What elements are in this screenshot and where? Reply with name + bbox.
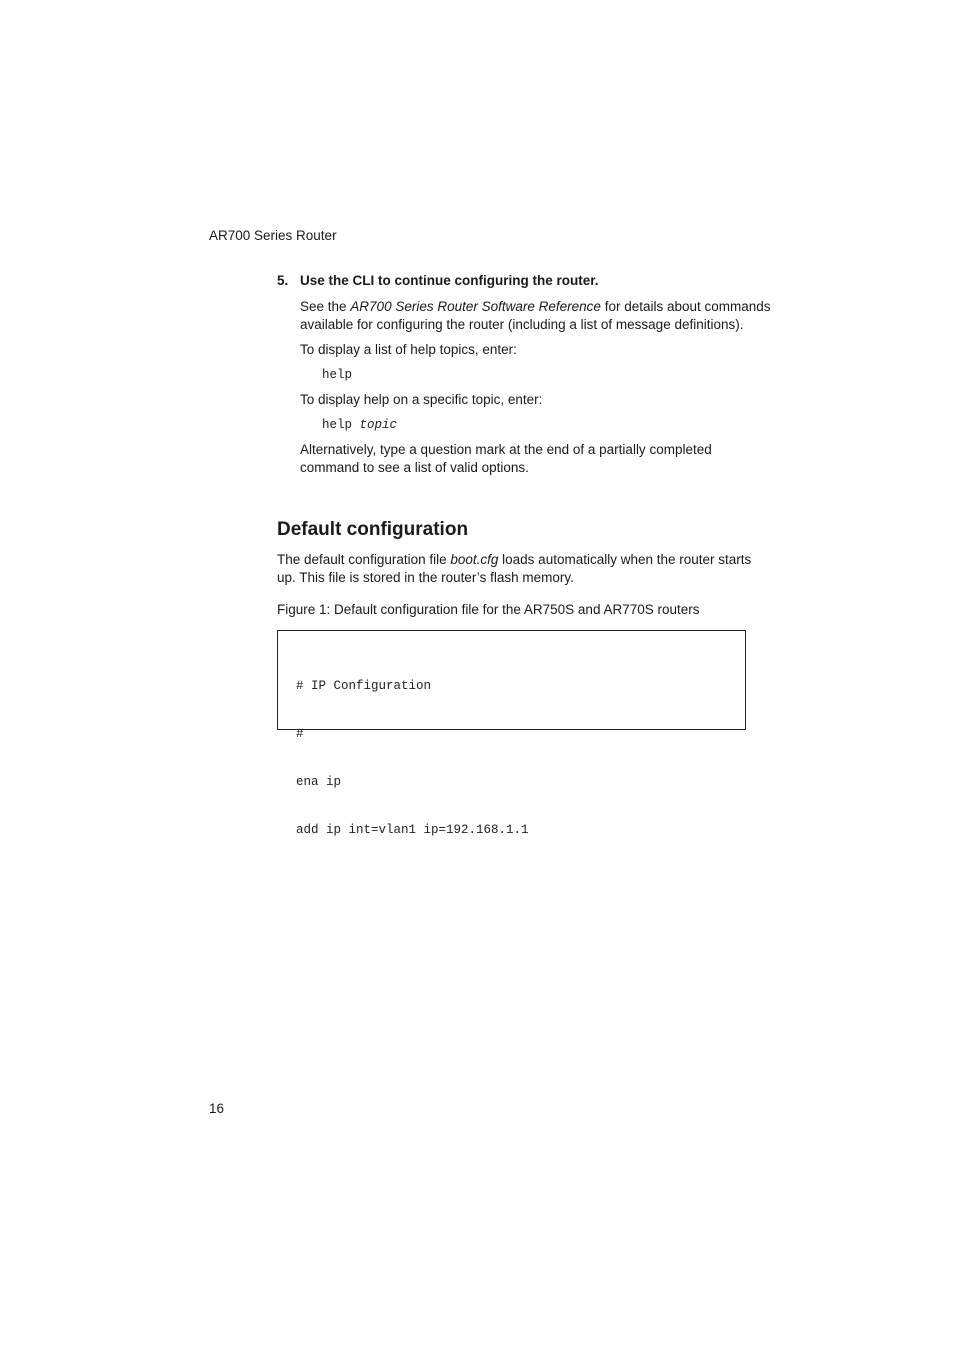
help-topic-cmd: help [322,418,360,432]
help-topic-intro: To display help on a specific topic, enter: [300,392,543,407]
default-para-pre: The default configuration file [277,552,451,567]
default-para-post: loads automatically when the router starts [498,552,752,567]
figure-code-box [277,630,746,837]
figure-code-lines [296,646,529,870]
step-number: 5. [277,273,289,288]
page-number: 16 [209,1101,225,1116]
para1-pre: See the [300,299,351,314]
alternative-paragraph [300,441,712,477]
alt-line-2: command to see a list of valid options. [300,460,529,475]
code-line: add ip int=vlan1 ip=192.168.1.1 [296,823,529,837]
step-5-title [277,273,599,288]
help-topic-arg: topic [359,418,398,432]
step-5-paragraph-1 [300,298,771,334]
para1-post: for details about commands [600,299,771,314]
help-topic-command [322,418,397,432]
running-header: AR700 Series Router [209,228,337,243]
figure-caption: Figure 1: Default configuration file for the AR750S and AR770S routers [277,602,700,617]
default-config-paragraph [277,551,751,587]
software-reference-title: AR700 Series Router Software Reference [350,299,601,314]
code-line: ena ip [296,775,342,789]
boot-cfg-filename: boot.cfg [450,552,499,567]
help-command: help [322,368,353,382]
default-para-line2: up. This file is stored in the router’s flash memory. [277,570,574,585]
help-list-intro: To display a list of help topics, enter: [300,342,517,357]
para1-line2: available for configuring the router (including a list of message definitions). [300,317,744,332]
step-title-text: Use the CLI to continue configuring the router. [300,273,599,288]
code-line: # IP Configuration [296,679,432,693]
alt-line-1: Alternatively, type a question mark at the end of a partially completed [300,442,712,457]
section-heading: Default configuration [277,519,469,540]
code-line: # [296,727,304,741]
